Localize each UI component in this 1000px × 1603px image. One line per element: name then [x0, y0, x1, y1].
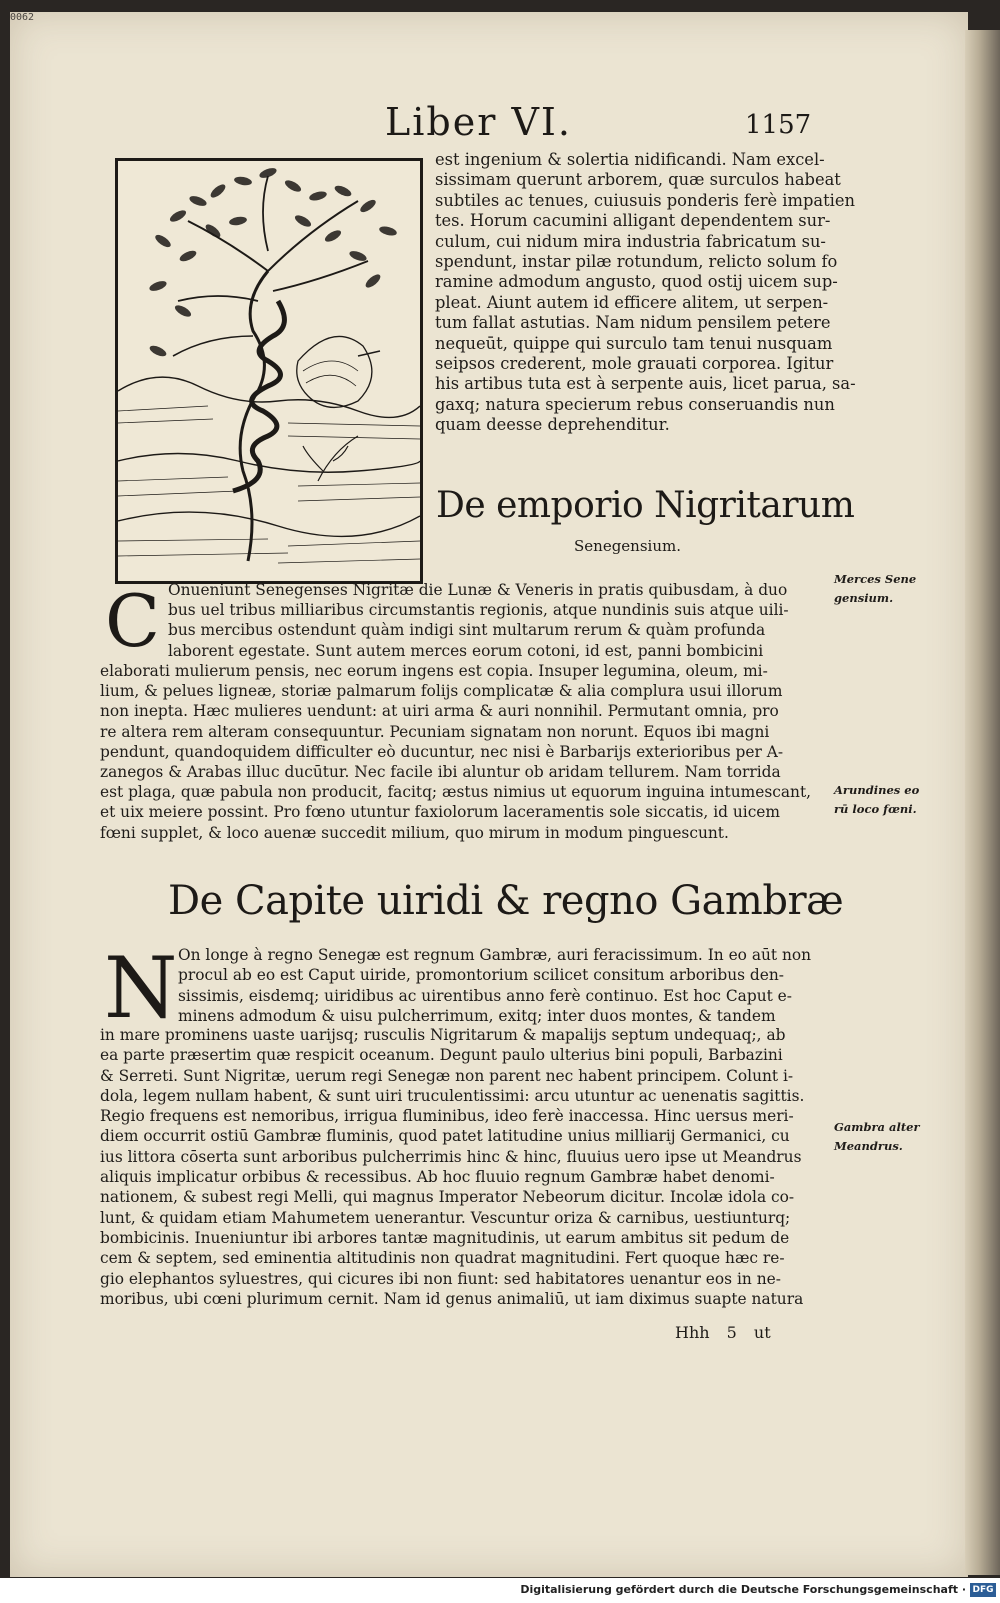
text-line: ius littora cōserta sunt arboribus pulcherrimis hinc & hinc, fluuius uero ipse ut Meandrus [100, 1147, 802, 1166]
text-line: bus mercibus ostendunt quàm indigi sint multarum rerum & quàm profunda [168, 621, 766, 640]
text-line: sissimis, eisdemq; uiridibus ac uirentibus anno ferè continuo. Est hoc Caput e- [178, 986, 792, 1005]
text-line: On longe à regno Senegæ est regnum Gambræ, auri feracissimum. In eo aūt non [178, 946, 812, 964]
marginal-line: Meandrus. [834, 1139, 903, 1153]
woodcut-plant [303, 436, 358, 481]
text-line: pendunt, quandoquidem difficulter eò ducuntur, nec nisi è Barbarijs exterioribus per A- [100, 742, 784, 761]
text-line: bombicinis. Inueniuntur ibi arbores tantæ magnitudinis, ut earum ambitus sit pedum de [100, 1228, 790, 1247]
running-head-title: Liber VI. [385, 100, 572, 144]
text-line: non inepta. Hæc mulieres uendunt: at uiri arma & auri nonnihil. Permutant omnia, pro [100, 702, 779, 721]
section2-body [100, 1025, 830, 1309]
section-heading-capite-uiridi: De Capite uiridi & regno Gambræ [168, 878, 844, 924]
text-line: subtiles ac tenues, cuiusuis ponderis ferè impatien [435, 190, 855, 210]
marginal-line: Merces Sene [834, 572, 917, 586]
marginal-line: Arundines eo [834, 783, 920, 797]
woodcut-illustration [115, 158, 423, 584]
digitization-footer [0, 1578, 1000, 1603]
text-line: cem & septem, sed eminentia altitudinis non quadrat magnitudini. Fert quoque hæc re- [100, 1249, 785, 1268]
text-line: sissimam querunt arborem, quæ surculos habeat [435, 170, 841, 190]
page-number: 1157 [745, 110, 812, 140]
marginal-line: Gambra alter [834, 1120, 920, 1134]
text-line: Onueniunt Senegenses Nigritæ die Lunæ & Veneris in pratis quibusdam, à duo [168, 581, 788, 599]
marginal-note-merces [834, 570, 934, 608]
text-line: seipsos crederent, mole grauati corporea. Igitur [435, 354, 834, 374]
text-line: ea parte præsertim quæ respicit oceanum. Degunt paulo ulterius bini populi, Barbazini [100, 1046, 783, 1065]
text-line: fœni supplet, & loco auenæ succedit milium, quo mirum in modum pinguescunt. [100, 823, 729, 842]
signature-catchword: Hhh 5 ut [675, 1323, 771, 1342]
text-line: diem occurrit ostiū Gambræ fluminis, quod patet latitudine unius milliarij Germanici, cu [100, 1127, 790, 1146]
text-line: quam deesse deprehenditur. [435, 415, 670, 435]
text-line: laborent egestate. Sunt autem merces eorum cotoni, id est, panni bombicini [168, 641, 764, 660]
text-line: re altera rem alteram consequuntur. Pecuniam signatam non norunt. Equos ibi magni [100, 722, 770, 741]
text-line: nequeūt, quippe qui surculo tam tenui nusquam [435, 333, 833, 353]
text-line: zanegos & Arabas illuc ducūtur. Nec facile ibi aluntur ob aridam tellurem. Nam torrida [100, 763, 781, 782]
text-line: lium, & pelues ligneæ, storiæ palmarum folijs complicatæ & alia complura usui illorum [100, 682, 783, 701]
text-line: minens admodum & uisu pulcherrimum, exitq; inter duos montes, & tandem [178, 1006, 776, 1025]
marginal-note-gambra [834, 1118, 934, 1156]
text-line: & Serreti. Sunt Nigritæ, uerum regi Senegæ non parent nec habent principem. Colunt i- [100, 1066, 794, 1085]
library-shelfmark: 0062 [10, 12, 35, 23]
section1-opening-lines [168, 580, 828, 661]
marginal-line: gensium. [834, 591, 894, 605]
text-line: in mare prominens uaste uarijsq; rusculis Nigritarum & mapalijs septum undequaq;, ab [100, 1026, 786, 1044]
text-line: dola, legem nullam habent, & sunt uiri truculentissimi: arcu utuntur ac uenenatis sagittis. [100, 1086, 805, 1105]
woodcut-bird [297, 336, 380, 407]
text-line: et uix meiere possint. Pro fœno utuntur faxiolorum laceramentis sole siccatis, id uicem [100, 803, 781, 822]
text-line: tum fallat astutias. Nam nidum pensilem petere [435, 313, 831, 333]
text-line: his artibus tuta est à serpente auis, licet parua, sa- [435, 374, 856, 394]
text-line: lunt, & quidam etiam Mahumetem uenerantur. Vescuntur oriza & carnibus, uestiunturq; [100, 1208, 791, 1227]
text-line: est ingenium & solertia nidificandi. Nam excel- [435, 150, 825, 169]
section-heading-emporio: De emporio Nigritarum [436, 485, 855, 526]
footer-credit-text: Digitalisierung gefördert durch die Deutsche Forschungsgemeinschaft · [520, 1583, 966, 1596]
text-line: pleat. Aiunt autem id efficere alitem, ut serpen- [435, 292, 829, 312]
text-line: procul ab eo est Caput uiride, promontorium scilicet consitum arboribus den- [178, 966, 784, 985]
text-line: gaxq; natura specierum rebus conseruandis nun [435, 394, 835, 414]
text-line: bus uel tribus milliaribus circumstantis regionis, atque nundinis suis atque uili- [168, 601, 789, 620]
woodcut-foreground [118, 512, 420, 536]
marginal-line: rū loco fœni. [834, 802, 917, 816]
drop-cap-c: C [105, 579, 161, 663]
section-subheading-senegensium: Senegensium. [574, 537, 681, 555]
text-line: tes. Horum cacumini alligant dependentem sur- [435, 211, 831, 231]
woodcut-ground [118, 454, 420, 473]
text-line: Regio frequens est nemoribus, irrigua fluminibus, ideo ferè inaccessa. Hinc uersus meri- [100, 1107, 794, 1126]
text-line: spendunt, instar pilæ rotundum, relicto solum fo [435, 252, 838, 272]
marginal-note-arundines [834, 781, 934, 819]
text-line: gio elephantos syluestres, qui cicures ibi non fiunt: sed habitatores uenantur eos in ne- [100, 1269, 781, 1288]
intro-paragraph [435, 150, 856, 436]
text-line: moribus, ubi cœni plurimum cernit. Nam id genus animaliū, ut iam diximus suapte natura [100, 1289, 804, 1308]
text-line: ramine admodum angusto, quod ostij uicem sup- [435, 272, 838, 292]
text-line: elaborati mulierum pensis, nec eorum ingens est copia. Insuper legumina, oleum, mi- [100, 662, 768, 680]
section2-opening-lines [178, 945, 828, 1026]
dfg-logo: DFG [970, 1583, 996, 1597]
page-edge-stack [965, 30, 1000, 1575]
text-line: aliquis implicatur orbibus & recessibus. Ab hoc fluuio regnum Gambræ habet denomi- [100, 1168, 775, 1187]
section1-body [100, 661, 830, 843]
drop-cap-n: N [104, 939, 178, 1037]
text-line: nationem, & subest regi Melli, qui magnus Imperator Nebeorum dicitur. Incolæ idola co- [100, 1188, 795, 1207]
text-line: est plaga, quæ pabula non producit, facitq; æstus nimius ut equorum inguina intumescant, [100, 783, 812, 802]
text-line: culum, cui nidum mira industria fabricatum su- [435, 231, 826, 251]
woodcut-foliage [148, 166, 398, 358]
